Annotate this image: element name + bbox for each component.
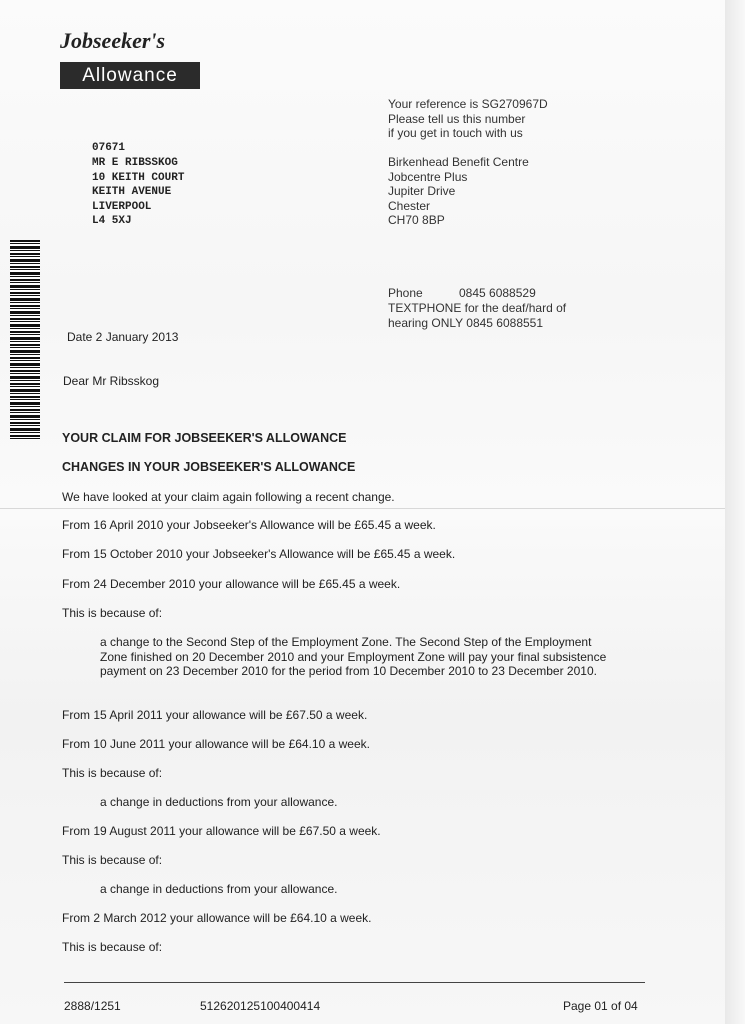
reason-paragraph: a change in deductions from your allowance. — [100, 882, 338, 896]
because-label: This is because of: — [62, 853, 163, 867]
logo-title: Jobseeker's — [60, 28, 166, 53]
change-paragraph: From 24 December 2010 your allowance will be £65.45 a week. — [62, 577, 401, 591]
change-paragraph: From 15 April 2011 your allowance will be £67.50 a week. — [62, 708, 368, 722]
change-paragraph: From 16 April 2010 your Jobseeker's Allowance will be £65.45 a week. — [62, 518, 436, 532]
phone-label: Phone — [388, 286, 423, 300]
reason-paragraph: a change in deductions from your allowance. — [100, 795, 338, 809]
barcode — [10, 240, 40, 440]
because-label: This is because of: — [62, 766, 163, 780]
sender-line: Jupiter Drive — [388, 184, 456, 198]
greeting: Dear Mr Ribsskog — [63, 374, 160, 388]
address-line: L4 5XJ — [92, 215, 132, 227]
reference-line: Please tell us this number — [388, 112, 526, 126]
heading-claim: YOUR CLAIM FOR JOBSEEKER'S ALLOWANCE — [62, 431, 347, 445]
because-label: This is because of: — [62, 940, 163, 954]
because-label: This is because of: — [62, 606, 163, 620]
address-line: 07671 — [92, 142, 126, 154]
heading-changes: CHANGES IN YOUR JOBSEEKER'S ALLOWANCE — [62, 460, 356, 474]
sender-line: Chester — [388, 199, 431, 213]
letter-date: Date 2 January 2013 — [67, 330, 179, 344]
reference-line: Your reference is SG270967D — [388, 97, 548, 111]
reason-paragraph: a change to the Second Step of the Employment Zone. The Second Step of the Employment Zone finished on 20 December 2010 and your Employment Zone will pay your final subsistence payment on 23 December 2010 for the period from 10 December 2010 to 23 December 2010. — [100, 635, 607, 678]
page-number: Page 01 of 04 — [563, 999, 638, 1013]
reference-line: if you get in touch with us — [388, 126, 523, 140]
phone-number: 0845 6088529 — [459, 286, 536, 300]
address-line: MR E RIBSSKOG — [92, 157, 178, 169]
change-paragraph: From 2 March 2012 your allowance will be £64.10 a week. — [62, 911, 372, 925]
fold-line — [0, 508, 725, 509]
sender-line: Jobcentre Plus — [388, 170, 468, 184]
address-line: LIVERPOOL — [92, 201, 152, 213]
change-paragraph: From 10 June 2011 your allowance will be £64.10 a week. — [62, 737, 370, 751]
sender-line: CH70 8BP — [388, 213, 445, 227]
logo-subtitle: Allowance — [60, 62, 200, 89]
footer-number: 512620125100400414 — [200, 999, 321, 1013]
change-paragraph: From 19 August 2011 your allowance will be £67.50 a week. — [62, 824, 381, 838]
footer-code: 2888/1251 — [64, 999, 121, 1013]
textphone-line: TEXTPHONE for the deaf/hard of — [388, 301, 567, 315]
scan-edge — [725, 0, 745, 1024]
sender-line: Birkenhead Benefit Centre — [388, 155, 529, 169]
intro-paragraph: We have looked at your claim again following a recent change. — [62, 490, 395, 504]
address-line: 10 KEITH COURT — [92, 172, 185, 184]
textphone-line: hearing ONLY 0845 6088551 — [388, 316, 544, 330]
address-line: KEITH AVENUE — [92, 186, 172, 198]
change-paragraph: From 15 October 2010 your Jobseeker's Allowance will be £65.45 a week. — [62, 547, 456, 561]
footer-rule — [64, 982, 645, 983]
